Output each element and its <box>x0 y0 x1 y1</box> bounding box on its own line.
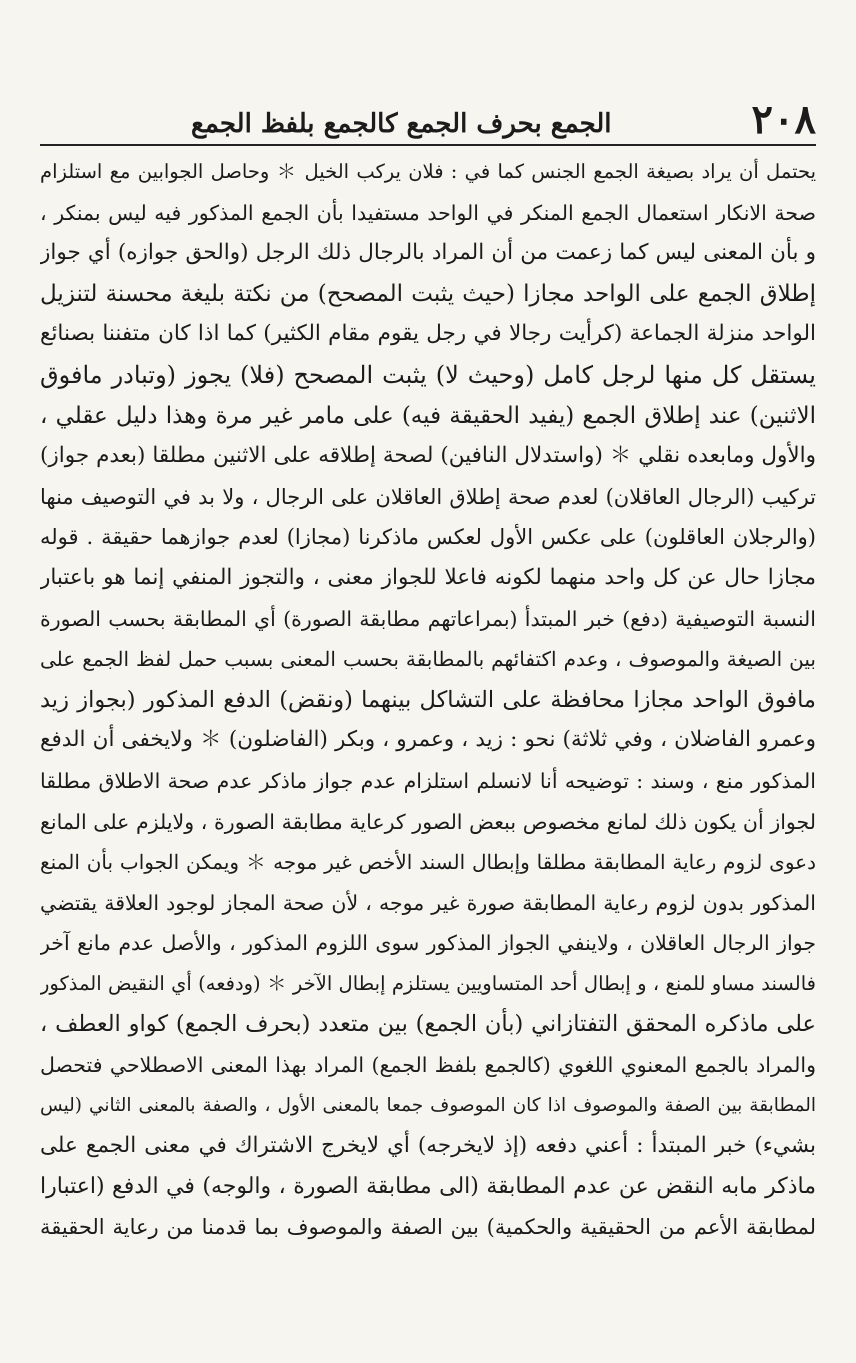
text-line: جواز الرجال العاقلان ، ولاينفي الجواز المذكور سوى اللزوم المذكور ، والأصل عدم مانع آخر <box>40 931 816 956</box>
text-line: يحتمل أن يراد بصيغة الجمع الجنس كما في : فلان يركب الخيل ＊ وحاصل الجوابين مع استلزام <box>40 160 816 183</box>
text-line: الواحد منزلة الجماعة (كرأيت رجالا في رجل يقوم مقام الكثير) كما اذا كان متفننا بصنائع <box>40 321 816 347</box>
text-line: لجواز أن يكون ذلك لمانع مخصوص ببعض الصور كرعاية مطابقة الصورة ، ولايلزم على المانع <box>40 809 816 834</box>
text-line: المذكور منع ، وسند : توضيحه أنا لانسلم استلزام عدم جواز ماذكر عدم صحة الاطلاق مطلقا <box>40 768 816 793</box>
text-line: والأول ومابعده نقلي ＊ (واستدلال النافين) لصحة إطلاقه على الاثنين مطلقا (بعدم جواز) <box>40 443 816 469</box>
text-line: ماذكر مابه النقض عن عدم المطابقة (الى مطابقة الصورة ، والوجه) في الدفع (اعتبارا <box>40 1173 816 1199</box>
text-line: بين الصيغة والموصوف ، وعدم اكتفائهم بالمطابقة بحسب المعنى بسبب حمل لفظ الجمع على <box>40 647 816 672</box>
text-line: صحة الانكار استعمال الجمع المنكر في الواحد مستفيدا بأن الجمع المذكور فيه ليس بمنكر ، <box>40 200 816 225</box>
body-text <box>40 152 816 1359</box>
text-line: المذكور بدون لزوم رعاية المطابقة صورة غير موجه ، لأن صحة المجاز لوجود العلاقة يقتضي <box>40 890 816 915</box>
text-line: تركيب (الرجال العاقلان) لعدم صحة إطلاق العاقلان على الرجال ، ولا بد في التوصيف منها <box>40 484 816 509</box>
text-line: والمراد بالجمع المعنوي اللغوي (كالجمع بلفظ الجمع) المراد بهذا المعنى الاصطلاحي فتحصل <box>40 1053 816 1078</box>
page-number: ٢٠٨ <box>751 96 816 143</box>
text-line: وعمرو الفاضلان ، وفي ثلاثة) نحو : زيد ، وعمرو ، وبكر (الفاضلون) ＊ ولايخفى أن الدفع <box>40 727 816 753</box>
running-title: الجمع بحرف الجمع كالجمع بلفظ الجمع <box>191 109 612 139</box>
text-line: يستقل كل منها لرجل كامل (وحيث لا) يثبت المصحح (فلا) يجوز (وتبادر مافوق <box>40 360 816 389</box>
text-line: المطابقة بين الصفة والموصوف اذا كان الموصوف جمعا بالمعنى الأول ، والصفة بالمعنى الثاني (ليس <box>40 1094 816 1116</box>
page-header <box>40 96 816 146</box>
text-line: مجازا حال عن كل واحد منهما لكونه فاعلا للجواز معنى ، والتجوز المنفي إنما هو باعتبار <box>40 564 816 590</box>
text-line: بشيء) خبر المبتدأ : أعني دفعه (إذ لايخرجه) أي لايخرج الاشتراك في معنى الجمع على <box>40 1133 816 1159</box>
text-line: دعوى لزوم رعاية المطابقة مطلقا وإبطال السند الأخص غير موجه ＊ ويمكن الجواب بأن المنع <box>40 850 816 875</box>
text-line: فالسند مساو للمنع ، و إبطال أحد المتساويين يستلزم إبطال الآخر ＊ (ودفعه) أي النقيض المذكور <box>40 971 816 995</box>
text-line: الاثنين) عند إطلاق الجمع (يفيد الحقيقة فيه) على مامر غير مرة وهذا دليل عقلي ، <box>40 402 816 429</box>
text-line: و بأن المعنى ليس كما زعمت من أن المراد بالرجال ذلك الرجل (والحق جوازه) أي جواز <box>40 240 816 266</box>
text-line: لمطابقة الأعم من الحقيقية والحكمية) بين الصفة والموصوف بما قدمنا من رعاية الحقيقة <box>40 1215 816 1240</box>
text-line: إطلاق الجمع على الواحد مجازا (حيث يثبت المصحح) من نكتة بليغة محسنة لتنزيل <box>40 280 816 307</box>
text-line: على ماذكره المحقق التفتازاني (بأن الجمع) بين متعدد (بحرف الجمع) كواو العطف ، <box>40 1011 816 1038</box>
text-line: النسبة التوصيفية (دفع) خبر المبتدأ (بمراعاتهم مطابقة الصورة) أي المطابقة بحسب الصورة <box>40 606 816 631</box>
text-line: (والرجلان العاقلون) على عكس الأول لعكس ماذكرنا (مجازا) لعدم جوازهما حقيقة . قوله <box>40 525 816 550</box>
text-line: مافوق الواحد مجازا محافظة على التشاكل بينهما (ونقض) الدفع المذكور (بجواز زيد <box>40 686 816 713</box>
